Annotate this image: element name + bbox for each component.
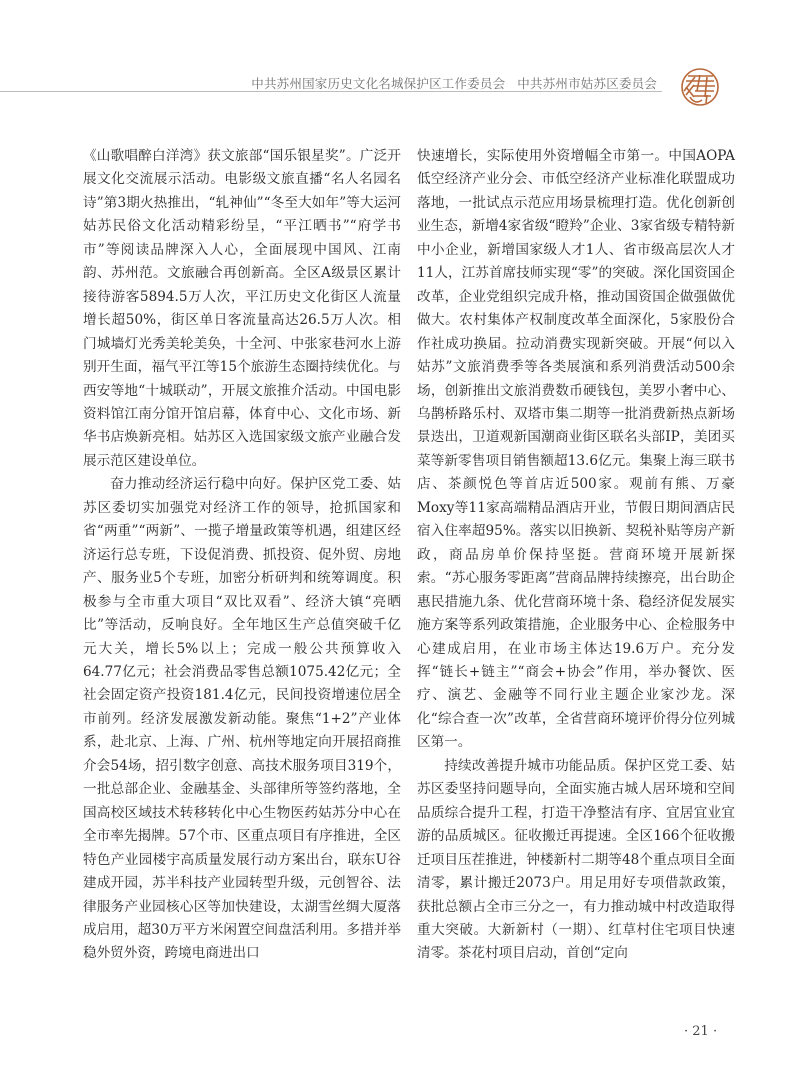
paragraph: 持续改善提升城市功能品质。保护区党工委、姑苏区委坚持问题导向，全面实施古城人居环境和空间品质综合提升工程，打造干净整洁有序、宜居宜业宜游的品质城区。征收搬迁再提速。全区166个征收搬迁项目压茬推进，钟楼新村二期等48个重点项目全面清零，累计搬迁2073户。用足用好专项借款政策，获批总额占全市三分之一，有力推动城中村改造取得重大突破。大新新村（一期）、红草村住宅项目快速清零。茶花村项目启动，首创“定向 <box>417 757 735 962</box>
running-header <box>251 74 657 92</box>
header-org-1: 中共苏州国家历史文化名城保护区工作委员会 <box>251 76 506 91</box>
left-column <box>83 145 401 966</box>
paragraph: 奋力推动经济运行稳中向好。保护区党工委、姑苏区委切实加强党对经济工作的领导，抢抓国家和省“两重”“两新”、一揽子增量政策等机遇，组建区经济运行总专班，下设促消费、抓投资、促外贸、房地产、服务业5个专班，加密分析研判和统筹调度。积极参与全市重大项目“双比双看”、经济大镇“亮晒比”等活动，反响良好。全年地区生产总值突破千亿元大关，增长5%以上；完成一般公共预算收入64.77亿元；社会消费品零售总额1075.42亿元；全社会固定资产投资181.4亿元，民间投资增速位居全市前列。经济发展激发新动能。聚焦“1+2”产业体系，赴北京、上海、广州、杭州等地定向开展招商推介会54场，招引数字创意、高技术服务项目319个，一批总部企业、金融基金、头部律所等签约落地，全国高校区域技术转移转化中心生物医药姑苏分中心在全市率先揭牌。57个市、区重点项目有序推进，全区特色产业园楼宇高质量发展行动方案出台，联东U谷建成开园，苏半科技产业园转型升级，元创智谷、法律服务产业园核心区等加快建设，太湖雪丝绸大厦落成启用，超30万平方米闲置空间盘活利用。多措并举稳外贸外资，跨境电商进出口 <box>83 476 401 962</box>
right-column <box>417 145 735 966</box>
page-number: · 21 · <box>684 1024 718 1039</box>
gusu-emblem-icon <box>680 67 720 107</box>
paragraph: 《山歌唱醉白洋湾》获文旅部“国乐银星奖”。广泛开展文化交流展示活动。电影级文旅直播“名人名园名诗”第3期火热推出，“轧神仙”“冬至大如年”等大运河姑苏民俗文化活动精彩纷呈，“平江晒书”“府学书市”等阅读品牌深入人心，全面展现中国风、江南韵、苏州范。文旅融合再创新高。全区A级景区累计接待游客5894.5万人次，平江历史文化街区人流量增长超50%，街区单日客流量高达26.5万人次。相门城墙灯光秀美轮美奂，十全河、中张家巷河水上游别开生面，福气平江等15个旅游生态圈持续优化。与西安等地“十城联动”，开展文旅推介活动。中国电影资料馆江南分馆开馆启幕，体育中心、文化市场、新华书店焕新亮相。姑苏区入选国家级文旅产业融合发展示范区建设单位。 <box>83 148 401 469</box>
header-org-2: 中共苏州市姑苏区委员会 <box>517 76 657 91</box>
paragraph: 快速增长，实际使用外资增幅全市第一。中国AOPA低空经济产业分会、市低空经济产业标准化联盟成功落地，一批试点示范应用场景梳理打造。优化创新创业生态，新增4家省级“瞪羚”企业、3家省级专精特新中小企业，新增国家级人才1人、省市级高层次人才11人，江苏首席技师实现“零”的突破。深化国资国企改革，企业党组织完成升格，推动国资国企做强做优做大。农村集体产权制度改革全面深化，5家股份合作社成功换届。拉动消费实现新突破。开展“何以入姑苏”文旅消费季等各类展演和系列消费活动500余场，创新推出文旅消费数币硬钱包，美罗小奢中心、乌鹊桥路乐村、双塔市集二期等一批消费新热点新场景迭出，卫道观新国潮商业街区联名头部IP，美团买菜等新零售项目销售额超13.6亿元。集聚上海三联书店、茶颜悦色等首店近500家。观前有熊、万豪Moxy等11家高端精品酒店开业，节假日期间酒店民宿入住率超95%。落实以旧换新、契税补贴等房产新政，商品房单价保持坚挺。营商环境开展新探索。“苏心服务零距离”营商品牌持续擦亮，出台助企惠民措施九条、优化营商环境十条、稳经济促发展实施方案等系列政策措施，企业服务中心、企检服务中心建成启用，在业市场主体达19.6万户。充分发挥“链长+链主”“商会+协会”作用，举办餐饮、医疗、演艺、金融等不同行业主题企业家沙龙。深化“综合查一次”改革，全省营商环境评价得分位列城区第一。 <box>417 148 735 751</box>
